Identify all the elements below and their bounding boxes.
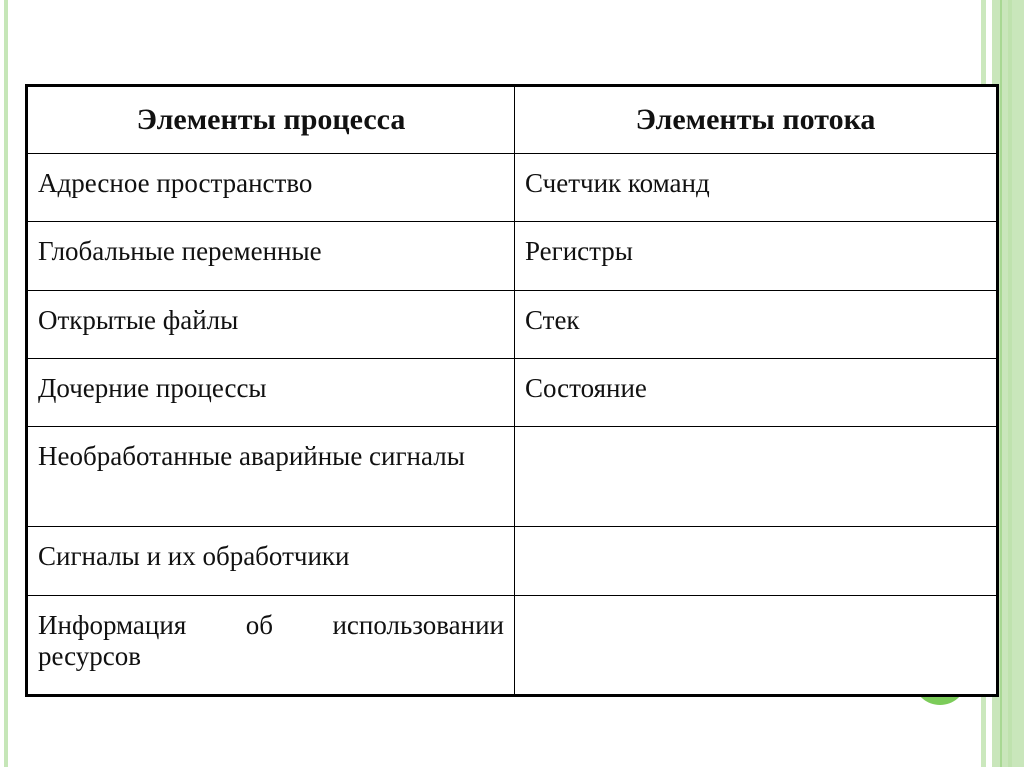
decor-stripe <box>4 0 8 767</box>
cell-thread: Стек <box>515 290 998 358</box>
header-thread: Элементы потока <box>515 86 998 154</box>
cell-process: Глобальные переменные <box>27 222 515 290</box>
cell-process: Дочерние процессы <box>27 358 515 426</box>
table-row <box>27 527 998 595</box>
cell-process: Необработанные аварийные сигналы <box>27 427 515 527</box>
process-thread-table <box>25 84 999 697</box>
cell-thread: Регистры <box>515 222 998 290</box>
header-row <box>27 86 998 154</box>
cell-thread: Состояние <box>515 358 998 426</box>
header-process: Элементы процесса <box>27 86 515 154</box>
cell-process: Адресное пространство <box>27 154 515 222</box>
table-row <box>27 154 998 222</box>
cell-thread <box>515 527 998 595</box>
table-row <box>27 290 998 358</box>
decor-stripe <box>1000 0 1002 767</box>
cell-thread: Счетчик команд <box>515 154 998 222</box>
decor-stripe <box>1008 0 1012 767</box>
cell-process: Открытые файлы <box>27 290 515 358</box>
table-row <box>27 222 998 290</box>
table-row <box>27 358 998 426</box>
table-row <box>27 595 998 695</box>
cell-thread <box>515 595 998 695</box>
table-row <box>27 427 998 527</box>
cell-process: Информация об использовании ресурсов <box>27 595 515 695</box>
cell-thread <box>515 427 998 527</box>
cell-process: Сигналы и их обработчики <box>27 527 515 595</box>
